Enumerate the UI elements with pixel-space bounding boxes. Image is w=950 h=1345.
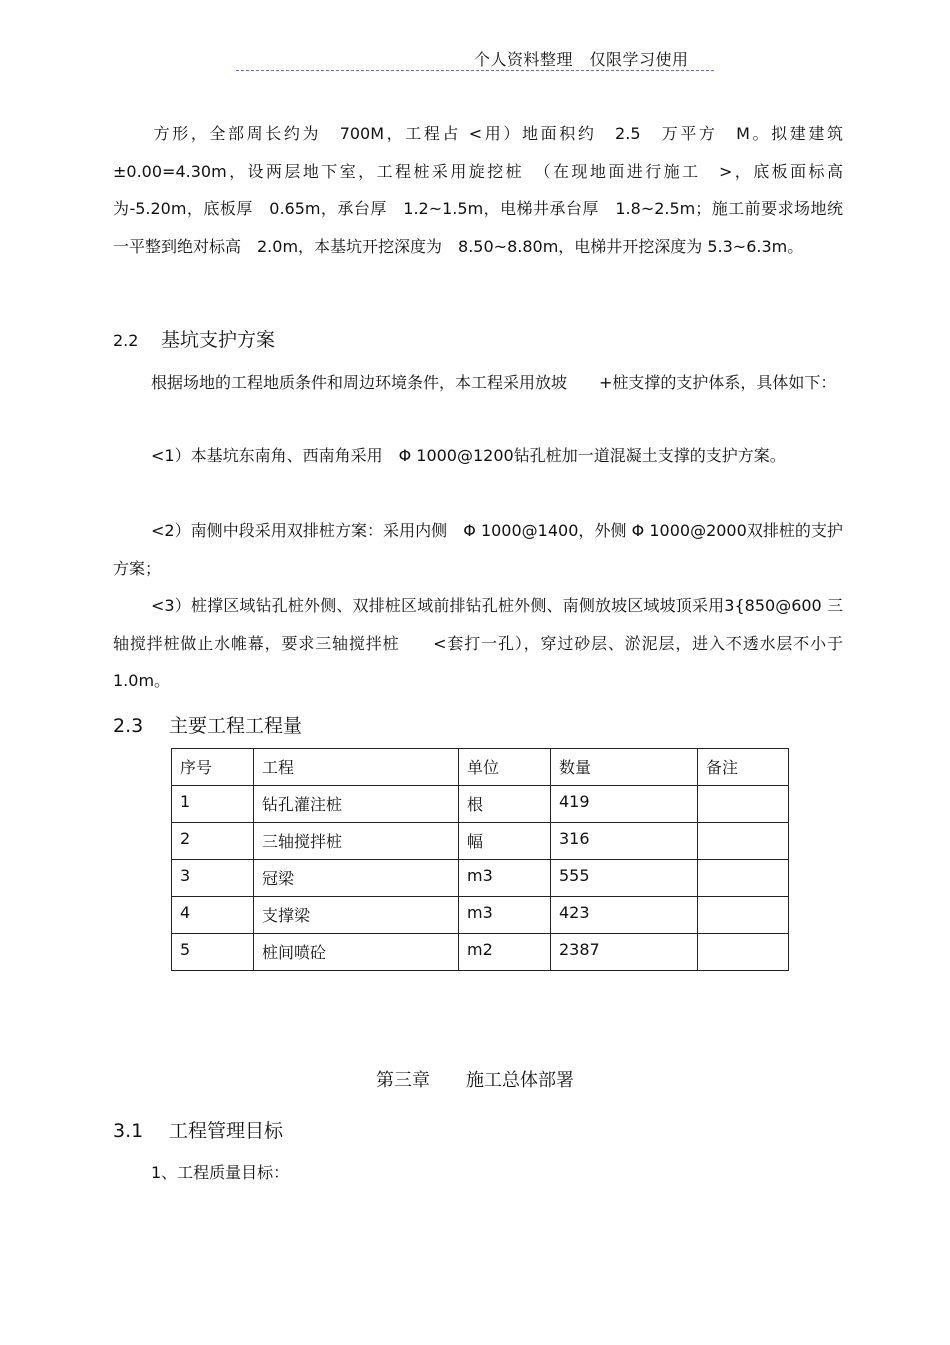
paragraph-text: <1）本基坑东南角、西南角采用 Φ 1000@1200钻孔桩加一道混凝土支撑的支护方案。 xyxy=(151,446,786,465)
section-heading-2-3 xyxy=(113,711,302,738)
list-item-quality-target xyxy=(113,1154,843,1192)
quantity-table xyxy=(171,748,789,971)
table-cell xyxy=(698,897,789,934)
section-number: 2.3 xyxy=(113,715,144,737)
header-cell: 备注 xyxy=(698,749,789,786)
paragraph-text: 方形，全部周长约为 700M，工程占 <用）地面积约 2.5 万平方 M。拟建建筑±0.00=4.30m，设两层地下室，工程桩采用旋挖桩 （在现地面进行施工 >，底板面标高为-5.20m，底板厚 0.65m，承台厚 1.2~1.5m，电梯井承台厚 1.8~2.5m；施工前要求场地统一平整到绝对标高 2.0m，本基坑开挖深度为 8.50~8.80m，电梯井开挖深度为 5.3~6.3m。 xyxy=(113,124,843,256)
section-heading-3-1 xyxy=(113,1116,283,1143)
table-row xyxy=(172,897,789,934)
table-cell: 支撑梁 xyxy=(254,897,459,934)
table-cell: 5 xyxy=(172,934,254,971)
table-cell: 钻孔灌注桩 xyxy=(254,786,459,823)
chapter-title xyxy=(0,1066,950,1092)
header-cell: 序号 xyxy=(172,749,254,786)
table-cell: 316 xyxy=(551,823,698,860)
paragraph-text: <3）桩撑区域钻孔桩外侧、双排桩区域前排钻孔桩外侧、南侧放坡区域坡顶采用3{850@600 三轴搅拌桩做止水帷幕，要求三轴搅拌桩 <套打一孔），穿过砂层、淤泥层，进入不透水层不小于 1.0m。 xyxy=(113,596,860,690)
table-cell: 1 xyxy=(172,786,254,823)
table-cell: 4 xyxy=(172,897,254,934)
table-cell: 冠梁 xyxy=(254,860,459,897)
table-cell xyxy=(698,786,789,823)
paragraph-site-overview xyxy=(113,115,843,265)
section-title: 工程管理目标 xyxy=(169,1120,284,1142)
section-number: 2.2 xyxy=(113,331,139,350)
table-row xyxy=(172,934,789,971)
table-cell: 三轴搅拌桩 xyxy=(254,823,459,860)
section-number: 3.1 xyxy=(113,1120,144,1142)
list-item-text: 1、工程质量目标： xyxy=(151,1163,290,1182)
table-cell: 幅 xyxy=(459,823,551,860)
table-cell: 根 xyxy=(459,786,551,823)
table-cell: 555 xyxy=(551,860,698,897)
table-cell: 桩间喷砼 xyxy=(254,934,459,971)
table-row xyxy=(172,823,789,860)
header-cell: 工程 xyxy=(254,749,459,786)
header-divider xyxy=(236,70,714,71)
table-cell xyxy=(698,823,789,860)
header-cell: 数量 xyxy=(551,749,698,786)
paragraph-item-2 xyxy=(113,512,843,587)
table-cell: m2 xyxy=(459,934,551,971)
table-cell xyxy=(698,934,789,971)
paragraph-item-3 xyxy=(113,587,860,700)
paragraph-text: <2）南侧中段采用双排桩方案：采用内侧 Φ 1000@1400，外侧 Φ 1000@2000双排桩的支护方案； xyxy=(113,521,843,578)
table-header-row xyxy=(172,749,789,786)
section-title: 主要工程工程量 xyxy=(169,715,303,737)
page-header: 个人资料整理 仅限学习使用 xyxy=(474,50,689,69)
section-heading-2-2 xyxy=(113,325,275,352)
table-cell: m3 xyxy=(459,897,551,934)
paragraph-item-1 xyxy=(113,437,843,475)
table-row xyxy=(172,860,789,897)
table-cell: 423 xyxy=(551,897,698,934)
table-cell: 419 xyxy=(551,786,698,823)
section-title: 基坑支护方案 xyxy=(161,329,276,351)
chapter-name: 施工总体部署 xyxy=(466,1070,574,1091)
table-cell: 3 xyxy=(172,860,254,897)
table-row xyxy=(172,786,789,823)
paragraph-text: 根据场地的工程地质条件和周边环境条件，本工程采用放坡 +桩支撑的支护体系，具体如下： xyxy=(151,373,837,392)
table-cell xyxy=(698,860,789,897)
paragraph-support-system xyxy=(113,364,843,402)
header-cell: 单位 xyxy=(459,749,551,786)
chapter-label: 第三章 xyxy=(376,1070,430,1091)
table-cell: 2 xyxy=(172,823,254,860)
table-cell: m3 xyxy=(459,860,551,897)
table-cell: 2387 xyxy=(551,934,698,971)
